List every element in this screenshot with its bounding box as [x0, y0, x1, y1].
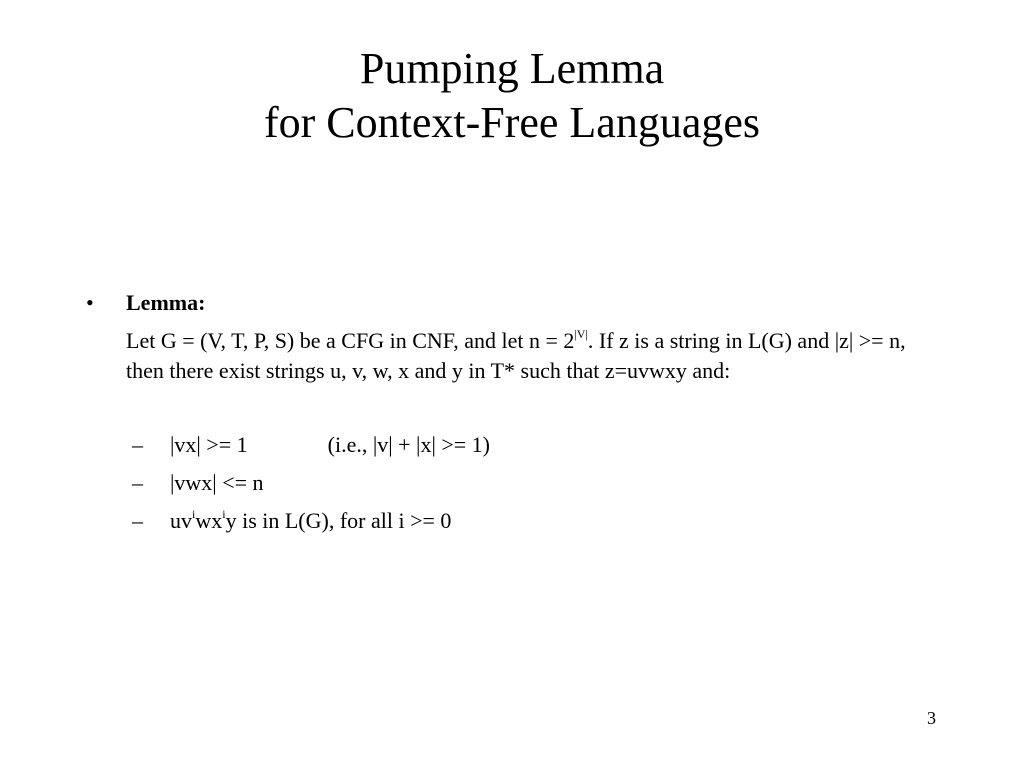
bullet-icon: •: [86, 290, 94, 315]
conditions-list: [86, 430, 946, 544]
condition-3-a: uv: [170, 508, 192, 533]
condition-item-1: [132, 430, 946, 468]
title-line-1: Pumping Lemma: [359, 44, 665, 93]
slide-title: [0, 42, 1024, 150]
condition-3-sup-1: i: [192, 506, 196, 521]
lemma-exponent: |V|: [574, 326, 588, 341]
condition-3-c: y is in L(G), for all i >= 0: [225, 508, 452, 533]
condition-1-note: (i.e., |v| + |x| >= 1): [327, 432, 490, 457]
lemma-bullet: [86, 288, 946, 318]
condition-3-sup-2: i: [222, 506, 226, 521]
lemma-statement: [86, 326, 926, 386]
title-line-2: for Context-Free Languages: [263, 98, 761, 147]
page-number: 3: [927, 708, 936, 728]
condition-item-3: [132, 506, 946, 544]
dash-icon: –: [132, 432, 143, 457]
lemma-text-part-2: . If z is a string in L(G) and |z| >= n, then there exist strings u, v, w, x and y in T* such that z=uvwxy and:: [126, 328, 906, 383]
lemma-heading: Lemma:: [126, 290, 206, 315]
dash-icon: –: [132, 508, 143, 533]
condition-1-main: |vx| >= 1: [170, 432, 248, 457]
dash-icon: –: [132, 470, 143, 495]
condition-3-b: wx: [195, 508, 223, 533]
condition-item-2: [132, 468, 946, 506]
lemma-text-part-1: Let G = (V, T, P, S) be a CFG in CNF, and let n = 2: [126, 328, 575, 353]
condition-2-text: |vwx| <= n: [170, 470, 264, 495]
slide-body: [86, 288, 946, 544]
